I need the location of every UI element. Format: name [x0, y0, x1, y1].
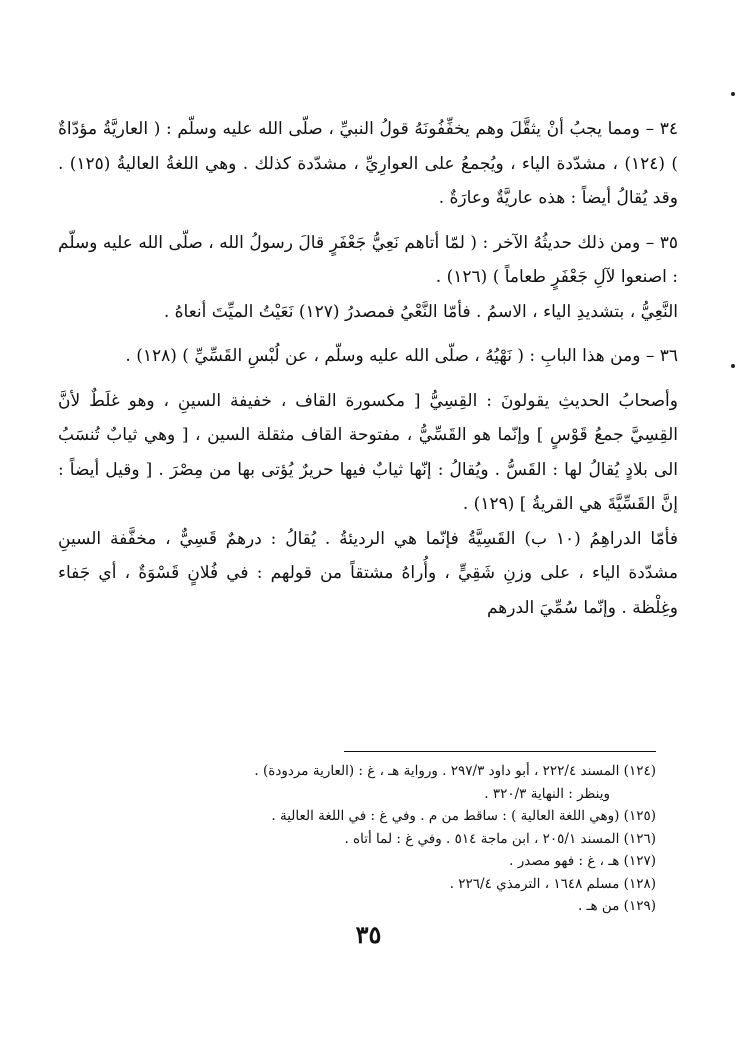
footnote-129: (١٢٩) من هـ . — [577, 898, 656, 914]
footnote-125: (١٢٥) (وهي اللغة العالية ) : ساقط من م . وفي غ : في اللغة العالية . — [271, 808, 656, 824]
paragraph-36-dirham: فأمّا الدراهِمُ (١٠ ب) القَسِيَّةُ فإنّما هي الرديئةُ . يُقالُ : درهمٌ قَسِيٌّ ، مخفَّفة السينِ مشدّدة الياء ، على وزنِ شَقِيٍّ ، وأُراهُ مشتقاً من قولهم : في فُلانٍ قَسْوَةٌ ، أي جَفاء وغِلْظة . وإنّما سُمِّيَ الدرهم — [58, 528, 678, 618]
margin-mark-middle — [731, 364, 735, 368]
footnote-126: (١٢٦) المسند ٢٠٥/١ ، ابن ماجة ٥١٤ . وفي غ : لما أتاه . — [344, 830, 656, 847]
footnote-124-continued: وينظر : النهاية ٣٢٠/٣ . — [484, 785, 610, 802]
paragraph-34: ٣٤ – ومما يجبُ أنْ يثقَّلَ وهم يخفِّفُونَهُ قولُ النبيِّ ، صلّى الله عليه وسلّم : ( العاريَّةُ مؤدّاةٌ ) (١٢٤) ، مشدّدة الياء ، ويُجمعُ على العوارِيِّ ، مشدّدة كذلك . وهي اللغةُ العاليةُ (١٢٥) . وقد يُقالُ أيضاً : هذه عاريَّةٌ وعارَةٌ . — [58, 119, 679, 208]
page-number: ٣٥ — [355, 920, 382, 949]
footnote-divider — [344, 751, 656, 752]
paragraph-36: ٣٦ – ومن هذا البابِ : ( نَهْيُهُ ، صلّى الله عليه وسلّم ، عن لُبْسِ القَسِّيِّ ) (١٢٨) . — [125, 346, 678, 366]
paragraph-35-gloss: النَّعِيُّ ، بتشديدِ الياء ، الاسمُ . فأمّا النَّعْيُ فمصدرُ (١٢٧) نَعَيْتُ الميِّتَ أنعاهُ . — [163, 301, 678, 322]
footnote-124: (١٢٤) المسند ٢٢٢/٤ ، أبو داود ٢٩٧/٣ . ورواية هـ ، غ : (العارية مردودة) . — [254, 763, 656, 779]
footnote-128: (١٢٨) مسلم ١٦٤٨ ، الترمذي ٢٢٦/٤ . — [449, 875, 656, 892]
footnote-127: (١٢٧) هـ ، غ : فهو مصدر . — [509, 853, 656, 869]
footnotes — [90, 760, 656, 918]
margin-mark-top — [731, 92, 735, 96]
paragraph-36-hadith-commentary: وأصحابُ الحديثِ يقولونَ : القِسِيُّ [ مكسورة القاف ، خفيفة السينِ ، وهو غلَطٌ لأنَّ القِسِيَّ جمعُ قَوْسٍ ] وإنّما هو القَسِّيُّ ، مفتوحة القاف مثقلة السين ، [ وهي ثيابٌ تُنسَبُ الى بلادٍ يُقالُ لها : القَسُّ . ويُقالُ : إنّها ثيابٌ فيها حريرٌ يُؤتى بها من مِصْرَ . [ وقيل أيضاً : إنَّ القَسِّيَّةَ هي القريةُ ] (١٢٩) . — [58, 390, 678, 514]
paragraph-35: ٣٥ – ومن ذلك حديثُهُ الآخر : ( لمّا أتاهم نَعِيُّ جَعْفَرٍ قالَ رسولُ الله ، صلّى الله عليه وسلّم : اصنعوا لآلِ جَعْفَرٍ طعاماً ) (١٢٦) . — [58, 232, 678, 287]
main-text — [58, 112, 678, 625]
